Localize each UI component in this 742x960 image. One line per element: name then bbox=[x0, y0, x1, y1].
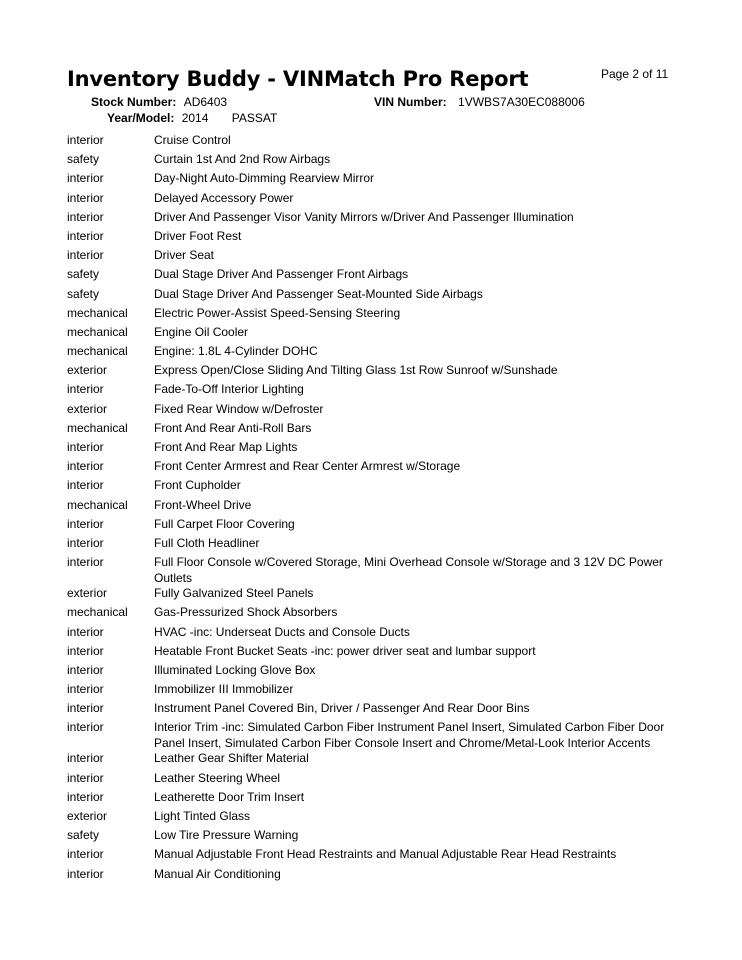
feature-description: Front And Rear Anti-Roll Bars bbox=[154, 420, 312, 435]
feature-description: Fade-To-Off Interior Lighting bbox=[154, 382, 304, 397]
feature-category: exterior bbox=[67, 586, 108, 601]
feature-description: Full Carpet Floor Covering bbox=[154, 516, 295, 531]
feature-row bbox=[67, 229, 687, 248]
feature-row bbox=[67, 306, 687, 325]
feature-description: Light Tinted Glass bbox=[154, 809, 251, 823]
feature-list bbox=[67, 133, 687, 886]
feature-row bbox=[67, 517, 687, 536]
feature-description: Engine: 1.8L 4-Cylinder DOHC bbox=[154, 344, 318, 359]
feature-row bbox=[67, 210, 687, 229]
feature-category: mechanical bbox=[67, 497, 128, 512]
feature-category: interior bbox=[67, 516, 104, 531]
feature-row bbox=[67, 847, 687, 866]
feature-category: safety bbox=[67, 286, 100, 301]
feature-description: Delayed Accessory Power bbox=[154, 190, 294, 205]
feature-description: Full Floor Console w/Covered Storage, Mini Overhead Console w/Storage and 3 12V DC Power Outlets bbox=[154, 555, 663, 585]
feature-category: interior bbox=[67, 751, 104, 766]
feature-row bbox=[67, 171, 687, 190]
feature-category: interior bbox=[67, 171, 104, 186]
feature-row bbox=[67, 720, 687, 751]
feature-description: Full Cloth Headliner bbox=[154, 535, 260, 550]
feature-category: interior bbox=[67, 866, 104, 881]
feature-description: Manual Air Conditioning bbox=[154, 866, 281, 881]
feature-row bbox=[67, 498, 687, 517]
feature-row bbox=[67, 751, 687, 770]
feature-row bbox=[67, 536, 687, 555]
feature-description: Electric Power-Assist Speed-Sensing Steering bbox=[154, 305, 401, 320]
stock-number-label: Stock Number: bbox=[91, 95, 177, 109]
feature-category: mechanical bbox=[67, 605, 128, 620]
feature-row bbox=[67, 771, 687, 790]
feature-category: safety bbox=[67, 828, 100, 843]
feature-row bbox=[67, 440, 687, 459]
feature-category: interior bbox=[67, 209, 104, 224]
vin-field bbox=[374, 95, 585, 109]
feature-description: Fixed Rear Window w/Defroster bbox=[154, 401, 324, 416]
feature-category: safety bbox=[67, 267, 100, 282]
feature-description: Cruise Control bbox=[154, 133, 231, 147]
page-number: Page 2 of 11 bbox=[601, 67, 669, 81]
year-value: 2014 bbox=[181, 111, 209, 125]
feature-category: interior bbox=[67, 535, 104, 550]
feature-row bbox=[67, 478, 687, 497]
feature-row bbox=[67, 421, 687, 440]
feature-category: interior bbox=[67, 624, 104, 639]
feature-description: Heatable Front Bucket Seats -inc: power driver seat and lumbar support bbox=[154, 643, 536, 658]
feature-row bbox=[67, 325, 687, 344]
feature-row bbox=[67, 248, 687, 267]
feature-description: Fully Galvanized Steel Panels bbox=[154, 586, 314, 601]
feature-category: interior bbox=[67, 459, 104, 474]
feature-description: Front And Rear Map Lights bbox=[154, 440, 298, 454]
feature-row bbox=[67, 790, 687, 809]
feature-row bbox=[67, 191, 687, 210]
feature-category: mechanical bbox=[67, 420, 128, 435]
feature-row bbox=[67, 152, 687, 171]
feature-category: interior bbox=[67, 478, 104, 493]
feature-description: Low Tire Pressure Warning bbox=[154, 828, 299, 843]
feature-description: Driver And Passenger Visor Vanity Mirrors w/Driver And Passenger Illumination bbox=[154, 209, 574, 224]
feature-category: exterior bbox=[67, 401, 108, 416]
vin-label: VIN Number: bbox=[374, 95, 447, 109]
feature-row bbox=[67, 267, 687, 286]
feature-description: Gas-Pressurized Shock Absorbers bbox=[154, 605, 338, 620]
feature-category: interior bbox=[67, 133, 104, 147]
feature-category: exterior bbox=[67, 809, 108, 823]
model-value: PASSAT bbox=[231, 111, 278, 125]
feature-row bbox=[67, 459, 687, 478]
feature-row bbox=[67, 133, 687, 152]
year-model-field bbox=[107, 111, 277, 125]
feature-description: Front Center Armrest and Rear Center Armrest w/Storage bbox=[154, 459, 461, 474]
feature-category: interior bbox=[67, 643, 104, 658]
feature-category: interior bbox=[67, 662, 104, 677]
feature-description: Engine Oil Cooler bbox=[154, 324, 249, 339]
feature-row bbox=[67, 382, 687, 401]
feature-row bbox=[67, 682, 687, 701]
feature-category: mechanical bbox=[67, 305, 128, 320]
feature-row bbox=[67, 701, 687, 720]
feature-row bbox=[67, 867, 687, 886]
feature-category: mechanical bbox=[67, 324, 128, 339]
feature-description: Day-Night Auto-Dimming Rearview Mirror bbox=[154, 171, 375, 186]
feature-row bbox=[67, 809, 687, 828]
feature-category: interior bbox=[67, 228, 104, 243]
feature-row bbox=[67, 363, 687, 382]
feature-row bbox=[67, 402, 687, 421]
feature-row bbox=[67, 605, 687, 624]
feature-description: Driver Seat bbox=[154, 248, 215, 263]
feature-row bbox=[67, 287, 687, 306]
feature-description: Express Open/Close Sliding And Tilting Glass 1st Row Sunroof w/Sunshade bbox=[154, 363, 558, 378]
report-title: Inventory Buddy - VINMatch Pro Report bbox=[67, 67, 529, 91]
feature-description: Dual Stage Driver And Passenger Front Airbags bbox=[154, 267, 409, 282]
feature-category: interior bbox=[67, 789, 104, 804]
feature-row bbox=[67, 344, 687, 363]
feature-description: Curtain 1st And 2nd Row Airbags bbox=[154, 152, 331, 167]
feature-category: interior bbox=[67, 555, 104, 570]
feature-category: safety bbox=[67, 152, 100, 167]
feature-description: HVAC -inc: Underseat Ducts and Console Ducts bbox=[154, 624, 410, 639]
feature-description: Interior Trim -inc: Simulated Carbon Fiber Instrument Panel Insert, Simulated Carbon Fiber Door Panel Insert, Simulated Carbon Fiber Console Insert and Chrome/Metal-Look Interior Accents bbox=[154, 720, 665, 750]
feature-row bbox=[67, 625, 687, 644]
feature-category: interior bbox=[67, 248, 104, 263]
vin-value: 1VWBS7A30EC088006 bbox=[458, 95, 585, 109]
feature-description: Manual Adjustable Front Head Restraints and Manual Adjustable Rear Head Restraints bbox=[154, 847, 617, 862]
stock-number-field bbox=[91, 95, 227, 109]
feature-row bbox=[67, 555, 687, 586]
feature-row bbox=[67, 828, 687, 847]
feature-description: Front Cupholder bbox=[154, 478, 241, 493]
feature-description: Front-Wheel Drive bbox=[154, 497, 252, 512]
feature-category: interior bbox=[67, 720, 104, 735]
feature-category: interior bbox=[67, 190, 104, 205]
feature-description: Leatherette Door Trim Insert bbox=[154, 789, 305, 804]
feature-category: interior bbox=[67, 847, 104, 862]
feature-description: Driver Foot Rest bbox=[154, 228, 242, 243]
feature-category: mechanical bbox=[67, 344, 128, 359]
feature-category: interior bbox=[67, 382, 104, 397]
feature-row bbox=[67, 644, 687, 663]
feature-row bbox=[67, 663, 687, 682]
feature-category: interior bbox=[67, 701, 104, 716]
feature-description: Immobilizer III Immobilizer bbox=[154, 682, 294, 697]
feature-category: interior bbox=[67, 682, 104, 697]
feature-description: Dual Stage Driver And Passenger Seat-Mounted Side Airbags bbox=[154, 286, 483, 301]
feature-description: Illuminated Locking Glove Box bbox=[154, 662, 316, 677]
feature-row bbox=[67, 586, 687, 605]
feature-description: Leather Gear Shifter Material bbox=[154, 751, 309, 766]
feature-category: interior bbox=[67, 440, 104, 454]
feature-category: exterior bbox=[67, 363, 108, 378]
feature-category: interior bbox=[67, 770, 104, 785]
stock-number-value: AD6403 bbox=[183, 95, 228, 109]
feature-description: Instrument Panel Covered Bin, Driver / Passenger And Rear Door Bins bbox=[154, 701, 530, 716]
feature-description: Leather Steering Wheel bbox=[154, 770, 281, 785]
year-model-label: Year/Model: bbox=[107, 111, 175, 125]
